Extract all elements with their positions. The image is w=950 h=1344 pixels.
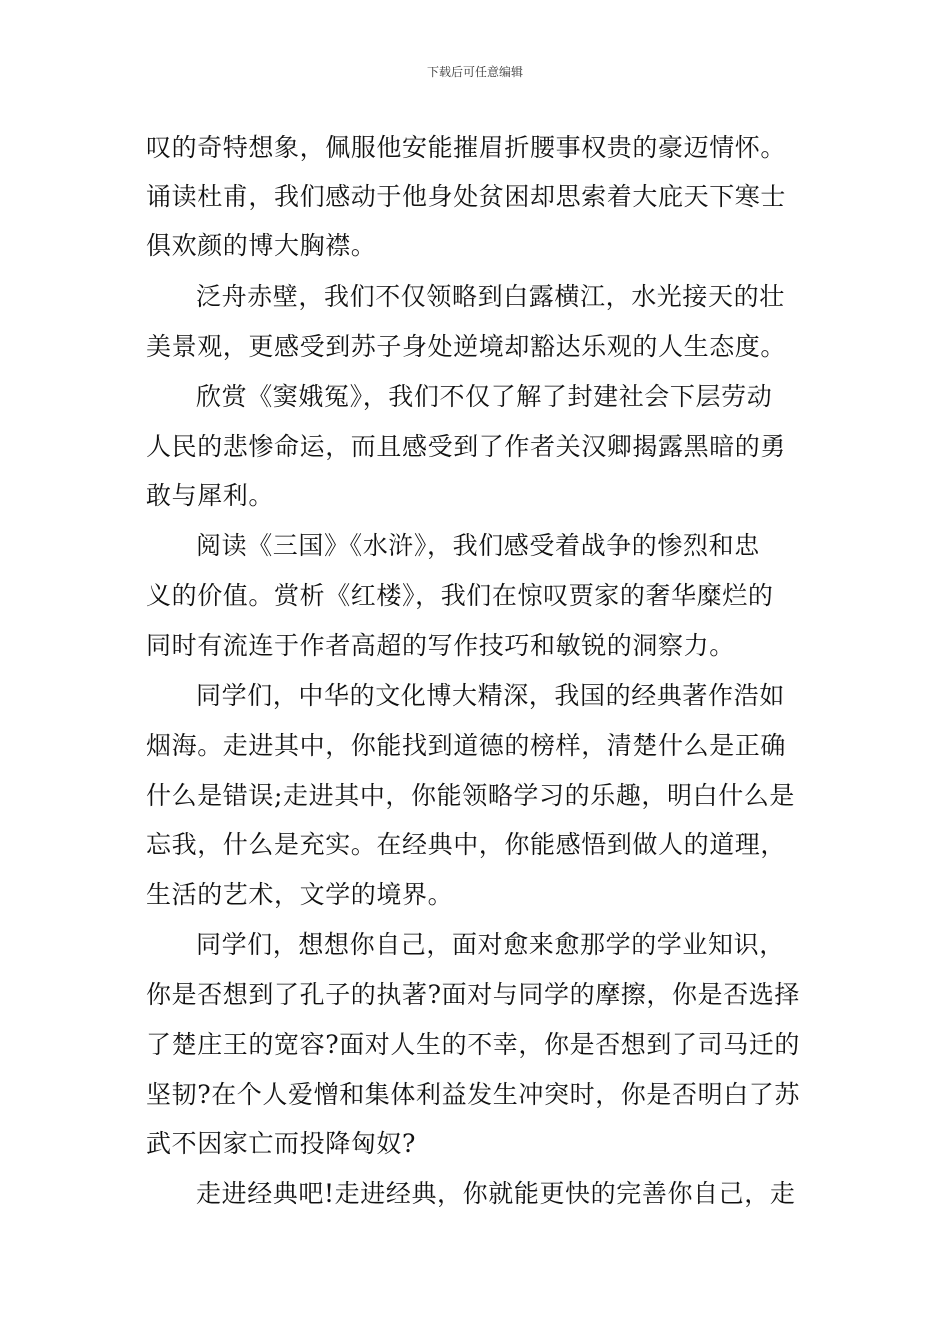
- text-line: 美景观，更感受到苏子身处逆境却豁达乐观的人生态度。: [146, 332, 787, 361]
- text-line: 了楚庄王的宽容?面对人生的不幸，你是否想到了司马迁的: [146, 1030, 801, 1059]
- text-line: 叹的奇特想象，佩服他安能摧眉折腰事权贵的豪迈情怀。: [146, 133, 787, 162]
- text-line: 诵读杜甫，我们感动于他身处贫困却思索着大庇天下寒士: [146, 182, 787, 211]
- paragraph-first-line: 同学们，想想你自己，面对愈来愈那学的学业知识，: [196, 930, 785, 959]
- text-line: 你是否想到了孔子的执著?面对与同学的摩擦，你是否选择: [146, 980, 801, 1009]
- paragraph-first-line: 欣赏《窦娥冤》，我们不仅了解了封建社会下层劳动: [196, 382, 773, 411]
- paragraph-first-line: 同学们，中华的文化博大精深，我国的经典著作浩如: [196, 681, 785, 710]
- text-line: 武不因家亡而投降匈奴?: [146, 1129, 417, 1158]
- text-line: 俱欢颜的博大胸襟。: [146, 231, 377, 260]
- page-header-note: 下载后可任意编辑: [426, 65, 523, 79]
- text-line: 人民的悲惨命运，而且感受到了作者关汉卿揭露黑暗的勇: [146, 432, 787, 461]
- text-line: 忘我，什么是充实。在经典中，你能感悟到做人的道理，: [146, 830, 787, 859]
- text-line: 坚韧?在个人爱憎和集体利益发生冲突时，你是否明白了苏: [146, 1080, 801, 1109]
- text-line: 烟海。走进其中，你能找到道德的榜样，清楚什么是正确: [146, 731, 787, 760]
- paragraph-first-line: 阅读《三国》《水浒》，我们感受着战争的惨烈和忠: [196, 531, 760, 560]
- text-line: 生活的艺术，文学的境界。: [146, 880, 454, 909]
- paragraph-first-line: 走进经典吧!走进经典，你就能更快的完善你自己，走: [196, 1179, 796, 1208]
- text-line: 什么是错误;走进其中，你能领略学习的乐趣，明白什么是: [146, 781, 796, 810]
- paragraph-first-line: 泛舟赤壁，我们不仅领略到白露横江，水光接天的壮: [196, 282, 785, 311]
- text-line: 敢与犀利。: [146, 481, 275, 510]
- text-line: 同时有流连于作者高超的写作技巧和敏锐的洞察力。: [146, 631, 735, 660]
- text-line: 义的价值。赏析《红楼》，我们在惊叹贾家的奢华糜烂的: [146, 581, 774, 610]
